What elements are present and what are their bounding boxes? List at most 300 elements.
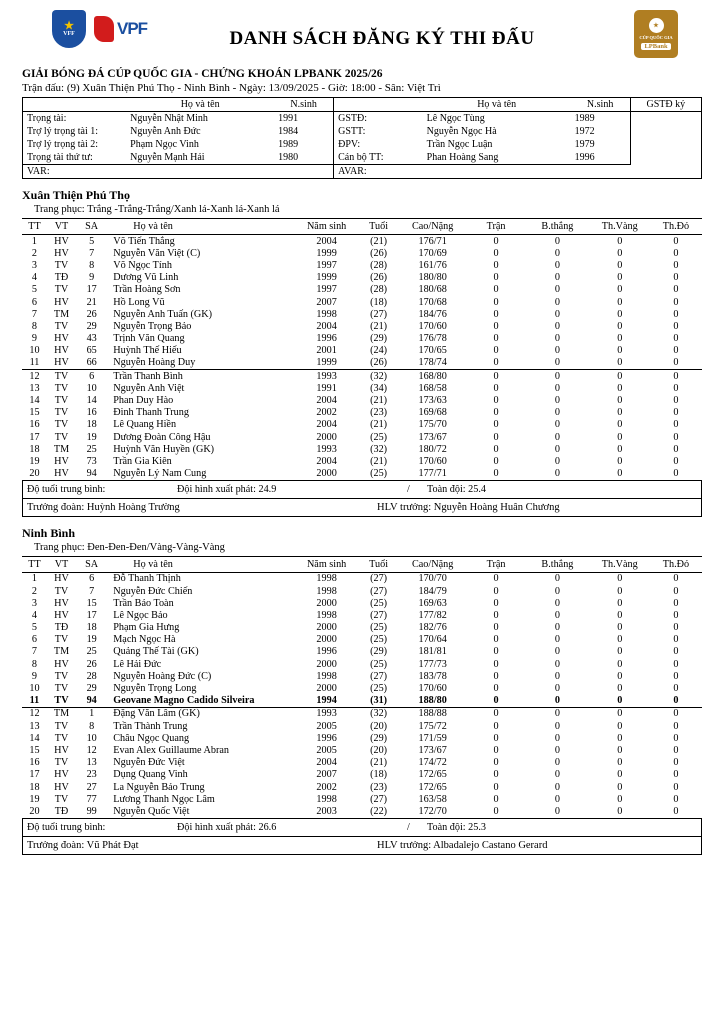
- table-row: [22, 695, 702, 708]
- table-row: [22, 443, 702, 455]
- player-age: (27): [370, 585, 388, 597]
- player-birth-year: 1998: [316, 670, 337, 682]
- player-name: Nguyễn Trọng Long: [113, 683, 197, 695]
- player-number-order: 5: [31, 622, 38, 634]
- player-red-cards: 0: [673, 757, 679, 769]
- player-wins: 0: [554, 259, 560, 271]
- player-number-order: 15: [29, 407, 40, 419]
- player-birth-year: 1997: [316, 259, 337, 271]
- player-red-cards: 0: [673, 793, 679, 805]
- player-wins: 0: [554, 284, 560, 296]
- player-yellow-cards: 0: [617, 468, 623, 480]
- player-matches: 0: [493, 235, 499, 247]
- age-label: Độ tuổi trung bình:: [27, 483, 106, 495]
- col-wins: B.thắng: [525, 556, 589, 572]
- player-position: TĐ: [54, 805, 69, 817]
- official-role: Cán bộ TT:: [334, 151, 423, 165]
- player-name: Nguyễn Đức Việt: [113, 757, 185, 769]
- player-position: TM: [53, 308, 70, 320]
- player-shirt-number: 9: [89, 272, 95, 284]
- player-number-order: 13: [29, 720, 40, 732]
- player-birth-year: 2007: [316, 296, 337, 308]
- player-number-order: 19: [29, 455, 40, 467]
- player-shirt-number: 1: [76, 707, 107, 720]
- player-wins: 0: [554, 407, 560, 419]
- player-shirt-number: 14: [86, 395, 97, 407]
- player-shirt-number: 6: [89, 573, 95, 585]
- player-yellow-cards: 0: [617, 395, 623, 407]
- table-row: [23, 125, 702, 138]
- staff-row-away: [22, 837, 702, 855]
- player-number-order: 15: [29, 744, 40, 756]
- team-kit-home: Trang phục: Trắng -Trắng-Trắng/Xanh lá-Xanh lá-Xanh lá: [34, 204, 280, 215]
- vff-logo-text: VFF: [63, 30, 75, 37]
- player-position: HV: [54, 235, 69, 247]
- player-age: (21): [370, 320, 388, 332]
- officials-col-birth-right: N.sinh: [571, 98, 631, 112]
- player-wins: 0: [554, 419, 560, 431]
- player-yellow-cards: 0: [617, 622, 623, 634]
- player-red-cards: 0: [650, 707, 702, 720]
- player-height-weight: 180/80: [418, 272, 447, 284]
- player-age: (21): [370, 455, 388, 467]
- col-vt: VT: [47, 556, 76, 572]
- player-height-weight: 163/58: [418, 793, 447, 805]
- officials-col-birth-left: N.sinh: [274, 98, 334, 112]
- player-matches: 0: [493, 757, 499, 769]
- player-red-cards: 0: [673, 272, 679, 284]
- player-number-order: 7: [31, 308, 38, 320]
- official-role: GSTĐ:: [338, 113, 368, 124]
- player-age: (20): [370, 744, 388, 756]
- player-name: Nguyễn Hoàng Đức (C): [113, 670, 212, 682]
- player-yellow-cards: 0: [617, 720, 623, 732]
- player-birth-year: 1999: [316, 247, 337, 259]
- player-yellow-cards: 0: [617, 573, 623, 585]
- player-name: Châu Ngọc Quang: [113, 732, 190, 744]
- player-height-weight: 175/70: [418, 419, 447, 431]
- col-tt: TT: [22, 219, 47, 235]
- player-wins: 0: [554, 235, 560, 247]
- player-number-order: 20: [29, 468, 40, 480]
- player-yellow-cards: 0: [617, 793, 623, 805]
- official-birth: 1991: [274, 112, 334, 126]
- player-birth-year: 2000: [316, 468, 337, 480]
- player-shirt-number: 29: [86, 320, 97, 332]
- table-row: [22, 468, 702, 481]
- player-name: Dương Vũ Linh: [113, 272, 179, 284]
- age-team: Toàn đội: 25.3: [427, 821, 486, 833]
- table-row: [22, 296, 702, 308]
- player-height-weight: 170/68: [418, 296, 447, 308]
- player-birth-year: 1996: [316, 646, 337, 658]
- player-name: Đỗ Thanh Thịnh: [113, 573, 181, 585]
- player-yellow-cards: 0: [617, 597, 623, 609]
- player-red-cards: 0: [673, 732, 679, 744]
- player-red-cards: 0: [673, 622, 679, 634]
- table-row: [22, 609, 702, 621]
- match-info: Trận đấu: (9) Xuân Thiện Phú Thọ - Ninh Bình - Ngày: 13/09/2025 - Giờ: 18:00 - Sân: Việt Trì: [22, 82, 441, 94]
- avar-label: AVAR:: [338, 166, 367, 177]
- official-role: Trợ lý trọng tài 1:: [27, 126, 99, 137]
- player-wins: 0: [554, 670, 560, 682]
- player-matches: 0: [493, 769, 499, 781]
- player-birth-year: 1996: [316, 333, 337, 345]
- player-name: Nguyễn Anh Tuấn (GK): [113, 308, 213, 320]
- player-height-weight: 170/69: [418, 247, 447, 259]
- player-position: TV: [47, 370, 76, 383]
- table-row: [22, 622, 702, 634]
- player-wins: 0: [554, 382, 560, 394]
- player-height-weight: 188/88: [398, 707, 467, 720]
- player-yellow-cards: 0: [617, 382, 623, 394]
- player-age: (20): [370, 720, 388, 732]
- player-wins: 0: [554, 431, 560, 443]
- player-shirt-number: 66: [86, 357, 97, 369]
- player-red-cards: 0: [673, 695, 679, 707]
- player-height-weight: 177/71: [418, 468, 447, 480]
- player-matches: 0: [493, 732, 499, 744]
- player-number-order: 10: [29, 683, 40, 695]
- player-wins: 0: [554, 468, 560, 480]
- player-birth-year: 1993: [316, 443, 337, 455]
- player-age: (18): [370, 769, 388, 781]
- player-number-order: 12: [22, 707, 47, 720]
- col-birth: Năm sinh: [294, 219, 358, 235]
- player-name: Evan Alex Guillaume Abran: [113, 744, 229, 756]
- var-label: VAR:: [23, 165, 334, 179]
- player-number-order: 3: [31, 597, 38, 609]
- official-birth: 1989: [571, 112, 631, 126]
- table-row: [22, 407, 702, 419]
- player-matches: 0: [493, 744, 499, 756]
- player-birth-year: 2007: [316, 769, 337, 781]
- player-wins: 0: [554, 345, 560, 357]
- player-age: (27): [370, 573, 388, 585]
- officials-header-row: [23, 98, 702, 112]
- player-number-order: 4: [31, 272, 38, 284]
- player-position: HV: [54, 345, 69, 357]
- age-team: Toàn đội: 25.4: [427, 483, 486, 495]
- player-matches: 0: [493, 805, 499, 817]
- player-name: Lê Quang Hiền: [113, 419, 177, 431]
- player-wins: 0: [554, 308, 560, 320]
- player-red-cards: 0: [673, 407, 679, 419]
- player-birth-year: 1993: [294, 370, 358, 383]
- player-position: HV: [54, 781, 69, 793]
- player-birth-year: 2004: [316, 455, 337, 467]
- player-wins: 0: [554, 585, 560, 597]
- player-height-weight: 168/58: [418, 382, 447, 394]
- player-name: Nguyễn Trọng Bảo: [113, 320, 192, 332]
- player-birth-year: 1993: [294, 707, 358, 720]
- player-age: (25): [370, 622, 388, 634]
- player-name: Dương Đoàn Công Hậu: [113, 431, 211, 443]
- player-matches: 0: [493, 573, 499, 585]
- age-row-away: [22, 819, 702, 837]
- player-number-order: 14: [29, 732, 40, 744]
- player-red-cards: 0: [673, 585, 679, 597]
- player-wins: 0: [554, 781, 560, 793]
- player-wins: 0: [554, 455, 560, 467]
- player-shirt-number: 94: [86, 695, 97, 707]
- player-height-weight: 173/67: [418, 431, 447, 443]
- player-position: TV: [54, 732, 69, 744]
- table-row: [23, 151, 702, 165]
- player-number-order: 12: [22, 370, 47, 383]
- table-row: [22, 634, 702, 646]
- table-row: [22, 370, 702, 383]
- player-name: Đinh Thanh Trung: [113, 407, 189, 419]
- player-red-cards: 0: [673, 296, 679, 308]
- player-yellow-cards: 0: [617, 247, 623, 259]
- player-matches: 0: [493, 382, 499, 394]
- player-red-cards: 0: [673, 247, 679, 259]
- player-birth-year: 2002: [316, 407, 337, 419]
- player-age: (29): [370, 333, 388, 345]
- player-height-weight: 172/65: [418, 781, 447, 793]
- player-shirt-number: 5: [89, 235, 95, 247]
- team-name-home: Xuân Thiện Phú Thọ: [22, 188, 130, 202]
- player-age: (26): [370, 357, 388, 369]
- player-height-weight: 182/76: [418, 622, 447, 634]
- player-birth-year: 1991: [316, 382, 337, 394]
- player-matches: 0: [493, 634, 499, 646]
- player-matches: 0: [493, 308, 499, 320]
- player-number-order: 17: [29, 769, 40, 781]
- player-position: TĐ: [54, 622, 69, 634]
- player-number-order: 10: [29, 345, 40, 357]
- player-age: (25): [370, 431, 388, 443]
- player-height-weight: 176/78: [418, 333, 447, 345]
- age-slash: /: [407, 483, 410, 495]
- player-name: Nguyễn Văn Việt (C): [113, 247, 201, 259]
- player-wins: 0: [554, 683, 560, 695]
- player-yellow-cards: 0: [617, 609, 623, 621]
- official-name: Nguyễn Nhật Minh: [130, 113, 208, 124]
- player-name: Nguyễn Quốc Việt: [113, 805, 190, 817]
- sponsor-logo-top-text: CÚP QUỐC GIA: [639, 35, 673, 40]
- age-starting: Đội hình xuất phát: 24.9: [177, 483, 277, 495]
- player-wins: 0: [554, 757, 560, 769]
- table-row: [22, 805, 702, 818]
- col-age: Tuổi: [359, 219, 399, 235]
- player-height-weight: 184/79: [418, 585, 447, 597]
- vff-logo-icon: ★ VFF: [52, 10, 86, 48]
- player-shirt-number: 13: [86, 757, 97, 769]
- player-age: (28): [370, 259, 388, 271]
- player-birth-year: 2000: [316, 683, 337, 695]
- player-number-order: 18: [29, 781, 40, 793]
- player-height-weight: 172/70: [418, 805, 447, 817]
- player-position: TM: [53, 646, 70, 658]
- player-birth-year: 2000: [316, 622, 337, 634]
- table-row: [23, 138, 702, 151]
- player-shirt-number: 25: [86, 443, 97, 455]
- table-row: [22, 431, 702, 443]
- player-number-order: 5: [31, 284, 38, 296]
- player-shirt-number: 43: [86, 333, 97, 345]
- player-wins: 0: [554, 443, 560, 455]
- age-row-home: [22, 481, 702, 499]
- player-birth-year: 2004: [316, 320, 337, 332]
- player-height-weight: 169/68: [418, 407, 447, 419]
- player-position: TĐ: [54, 272, 69, 284]
- roster-body-home: [22, 235, 702, 481]
- player-shirt-number: 26: [86, 658, 97, 670]
- player-number-order: 6: [31, 634, 38, 646]
- player-yellow-cards: 0: [617, 407, 623, 419]
- table-row: [22, 757, 702, 769]
- player-yellow-cards: 0: [617, 744, 623, 756]
- player-yellow-cards: 0: [590, 707, 650, 720]
- player-wins: 0: [554, 769, 560, 781]
- age-slash: /: [407, 821, 410, 833]
- player-height-weight: 177/82: [418, 609, 447, 621]
- player-yellow-cards: 0: [617, 805, 623, 817]
- col-age: Tuổi: [359, 556, 399, 572]
- player-matches: 0: [493, 646, 499, 658]
- player-birth-year: 2001: [316, 345, 337, 357]
- player-matches: 0: [493, 333, 499, 345]
- table-row: [22, 284, 702, 296]
- player-height-weight: 184/76: [418, 308, 447, 320]
- player-age: (21): [370, 395, 388, 407]
- player-red-cards: 0: [673, 320, 679, 332]
- player-yellow-cards: 0: [617, 320, 623, 332]
- player-red-cards: 0: [673, 455, 679, 467]
- officials-col-name-left: Họ và tên: [126, 98, 274, 112]
- vpf-logo-text: VPF: [117, 19, 148, 38]
- player-height-weight: 176/71: [418, 235, 447, 247]
- player-age: (27): [370, 670, 388, 682]
- player-shirt-number: 29: [86, 683, 97, 695]
- table-row: [22, 419, 702, 431]
- roster-body-away: [22, 572, 702, 818]
- player-name: Trần Thành Trung: [113, 720, 188, 732]
- col-yellow: Th.Vàng: [590, 556, 650, 572]
- roster-header-row: [22, 219, 702, 235]
- player-wins: 0: [525, 707, 589, 720]
- document-header: [22, 10, 702, 66]
- col-name: Họ và tên: [107, 219, 294, 235]
- player-number-order: 16: [29, 757, 40, 769]
- col-matches: Trận: [467, 556, 525, 572]
- table-row: [22, 320, 702, 332]
- table-row: [22, 793, 702, 805]
- official-name: Nguyễn Mạnh Hải: [126, 151, 274, 165]
- player-shirt-number: 18: [86, 622, 97, 634]
- player-name: Lương Thanh Ngọc Lâm: [113, 793, 215, 805]
- header-logo-right: [592, 10, 702, 58]
- player-age: (25): [370, 597, 388, 609]
- player-age: (32): [359, 707, 399, 720]
- player-birth-year: 1998: [316, 609, 337, 621]
- player-number-order: 1: [31, 573, 38, 585]
- table-row: [22, 769, 702, 781]
- player-birth-year: 2004: [316, 757, 337, 769]
- official-birth: 1980: [274, 151, 334, 165]
- player-shirt-number: 23: [86, 769, 97, 781]
- player-height-weight: 169/63: [418, 597, 447, 609]
- player-red-cards: 0: [673, 284, 679, 296]
- official-role: Trọng tài thứ tư:: [23, 151, 127, 165]
- player-number-order: 3: [31, 259, 38, 271]
- col-yellow: Th.Vàng: [590, 219, 650, 235]
- player-wins: 0: [554, 622, 560, 634]
- player-birth-year: 2004: [316, 235, 337, 247]
- col-name: Họ và tên: [107, 556, 294, 572]
- gstd-sign-cell: [630, 112, 701, 165]
- player-name: Trịnh Văn Quang: [113, 333, 185, 345]
- player-yellow-cards: 0: [617, 732, 623, 744]
- player-matches: 0: [493, 320, 499, 332]
- player-shirt-number: 18: [86, 419, 97, 431]
- player-height-weight: 168/80: [398, 370, 467, 383]
- player-wins: 0: [554, 658, 560, 670]
- player-matches: 0: [493, 345, 499, 357]
- player-red-cards: 0: [673, 683, 679, 695]
- player-shirt-number: 8: [89, 259, 95, 271]
- player-matches: 0: [467, 370, 525, 383]
- player-birth-year: 2000: [316, 431, 337, 443]
- player-shirt-number: 25: [86, 646, 97, 658]
- player-shirt-number: 94: [86, 468, 97, 480]
- var-row: [23, 165, 702, 179]
- player-age: (27): [370, 308, 388, 320]
- header-logos-left: [22, 10, 172, 48]
- player-birth-year: 2002: [316, 781, 337, 793]
- player-age: (25): [370, 683, 388, 695]
- player-red-cards: 0: [673, 431, 679, 443]
- player-birth-year: 2000: [316, 597, 337, 609]
- player-position: TV: [54, 407, 69, 419]
- player-yellow-cards: 0: [617, 695, 623, 707]
- player-age: (23): [370, 781, 388, 793]
- table-row: [22, 781, 702, 793]
- official-name: Phạm Ngọc Vinh: [130, 139, 199, 150]
- player-position: TV: [54, 793, 69, 805]
- player-matches: 0: [493, 781, 499, 793]
- team-leader: Trưởng đoàn: Huỳnh Hoàng Trường: [27, 501, 180, 513]
- player-number-order: 11: [29, 357, 40, 369]
- player-shirt-number: 65: [86, 345, 97, 357]
- player-name: Võ Ngọc Tính: [113, 259, 172, 271]
- player-red-cards: 0: [673, 781, 679, 793]
- player-birth-year: 2004: [316, 419, 337, 431]
- player-red-cards: 0: [650, 370, 702, 383]
- official-role: Trợ lý trọng tài 2:: [27, 139, 99, 150]
- player-number-order: 9: [31, 333, 38, 345]
- player-birth-year: 1998: [316, 793, 337, 805]
- player-position: TV: [54, 585, 69, 597]
- player-birth-year: 2005: [316, 744, 337, 756]
- player-matches: 0: [467, 707, 525, 720]
- player-age: (34): [370, 382, 388, 394]
- official-role: GSTT:: [338, 126, 366, 137]
- player-red-cards: 0: [673, 235, 679, 247]
- player-yellow-cards: 0: [617, 670, 623, 682]
- player-height-weight: 173/63: [418, 395, 447, 407]
- player-red-cards: 0: [673, 670, 679, 682]
- player-height-weight: 170/65: [418, 345, 447, 357]
- player-age: (24): [370, 345, 388, 357]
- player-matches: 0: [493, 455, 499, 467]
- player-shirt-number: 21: [86, 296, 97, 308]
- player-birth-year: 1999: [316, 272, 337, 284]
- player-red-cards: 0: [673, 357, 679, 369]
- player-position: HV: [54, 769, 69, 781]
